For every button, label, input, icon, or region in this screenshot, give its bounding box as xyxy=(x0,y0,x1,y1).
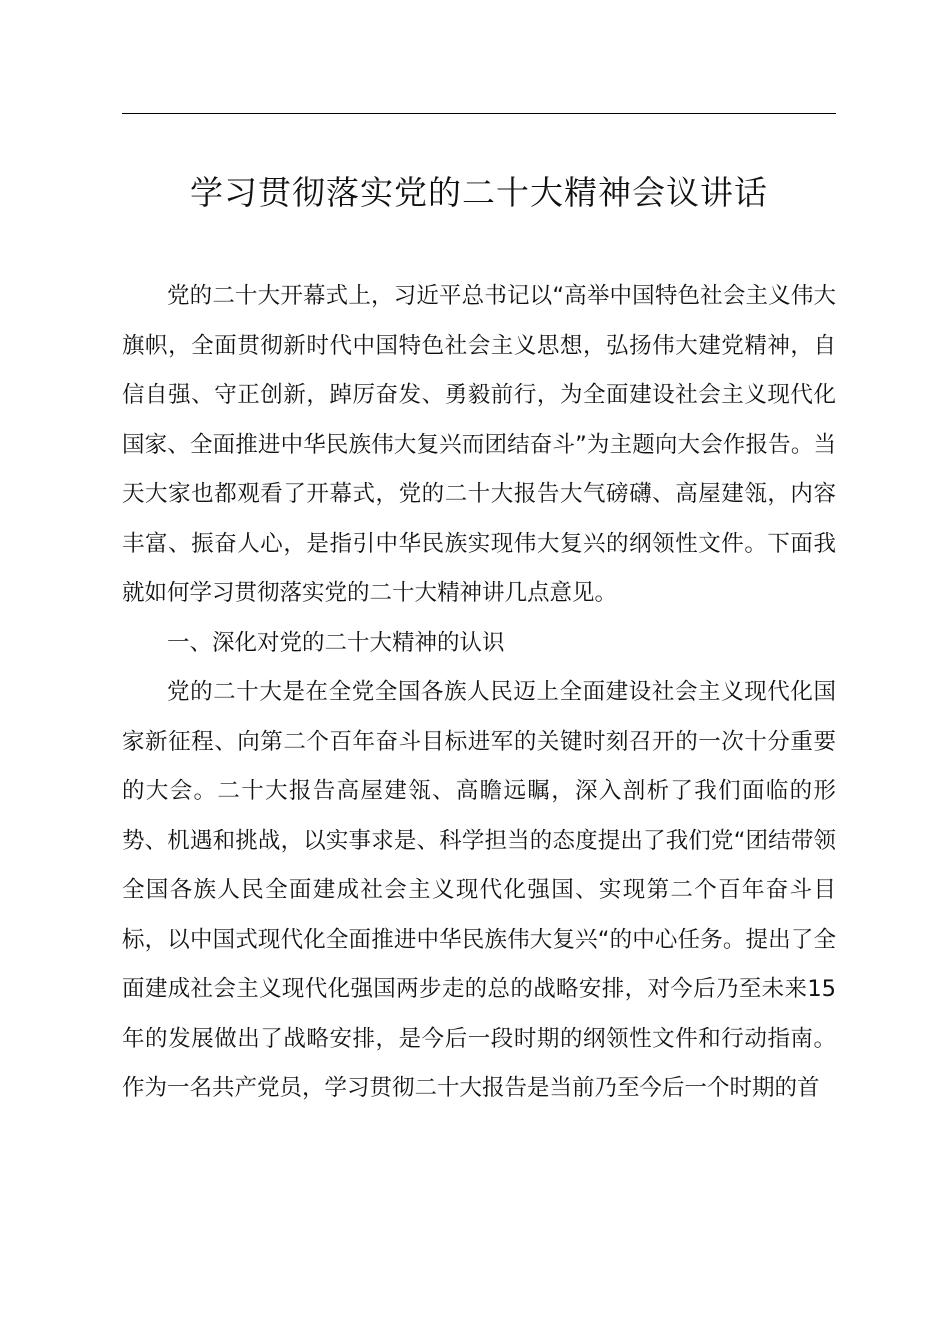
header-rule xyxy=(122,113,836,114)
document-body xyxy=(122,272,836,1114)
intro-paragraph: 党的二十大开幕式上，习近平总书记以“高举中国特色社会主义伟大旗帜，全面贯彻新时代中国特色社会主义思想，弘扬伟大建党精神，自信自强、守正创新，踔厉奋发、勇毅前行，为全面建设社会主义现代化国家、全面推进中华民族伟大复兴而团结奋斗”为主题向大会作报告。当天大家也都观看了开幕式，党的二十大报告大气磅礴、高屋建瓴，内容丰富、振奋人心，是指引中华民族实现伟大复兴的纲领性文件。下面我就如何学习贯彻落实党的二十大精神讲几点意见。 xyxy=(122,283,836,606)
document-title: 学习贯彻落实党的二十大精神会议讲话 xyxy=(190,173,768,212)
section-paragraph: 党的二十大是在全党全国各族人民迈上全面建设社会主义现代化国家新征程、向第二个百年奋斗目标进军的关键时刻召开的一次十分重要的大会。二十大报告高屋建瓴、高瞻远瞩，深入剖析了我们面临的形势、机遇和挑战，以实事求是、科学担当的态度提出了我们党“团结带领全国各族人民全面建成社会主义现代化强国、实现第二个百年奋斗目标，以中国式现代化全面推进中华民族伟大复兴“的中心任务。提出了全面建成社会主义现代化强国两步走的总的战略安排，对今后乃至未来15年的发展做出了战略安排，是今后一段时期的纲领性文件和行动指南。作为一名共产党员，学习贯彻二十大报告是当前乃至今后一个时期的首 xyxy=(122,679,836,1101)
section-heading: 一、深化对党的二十大精神的认识 xyxy=(167,629,505,656)
